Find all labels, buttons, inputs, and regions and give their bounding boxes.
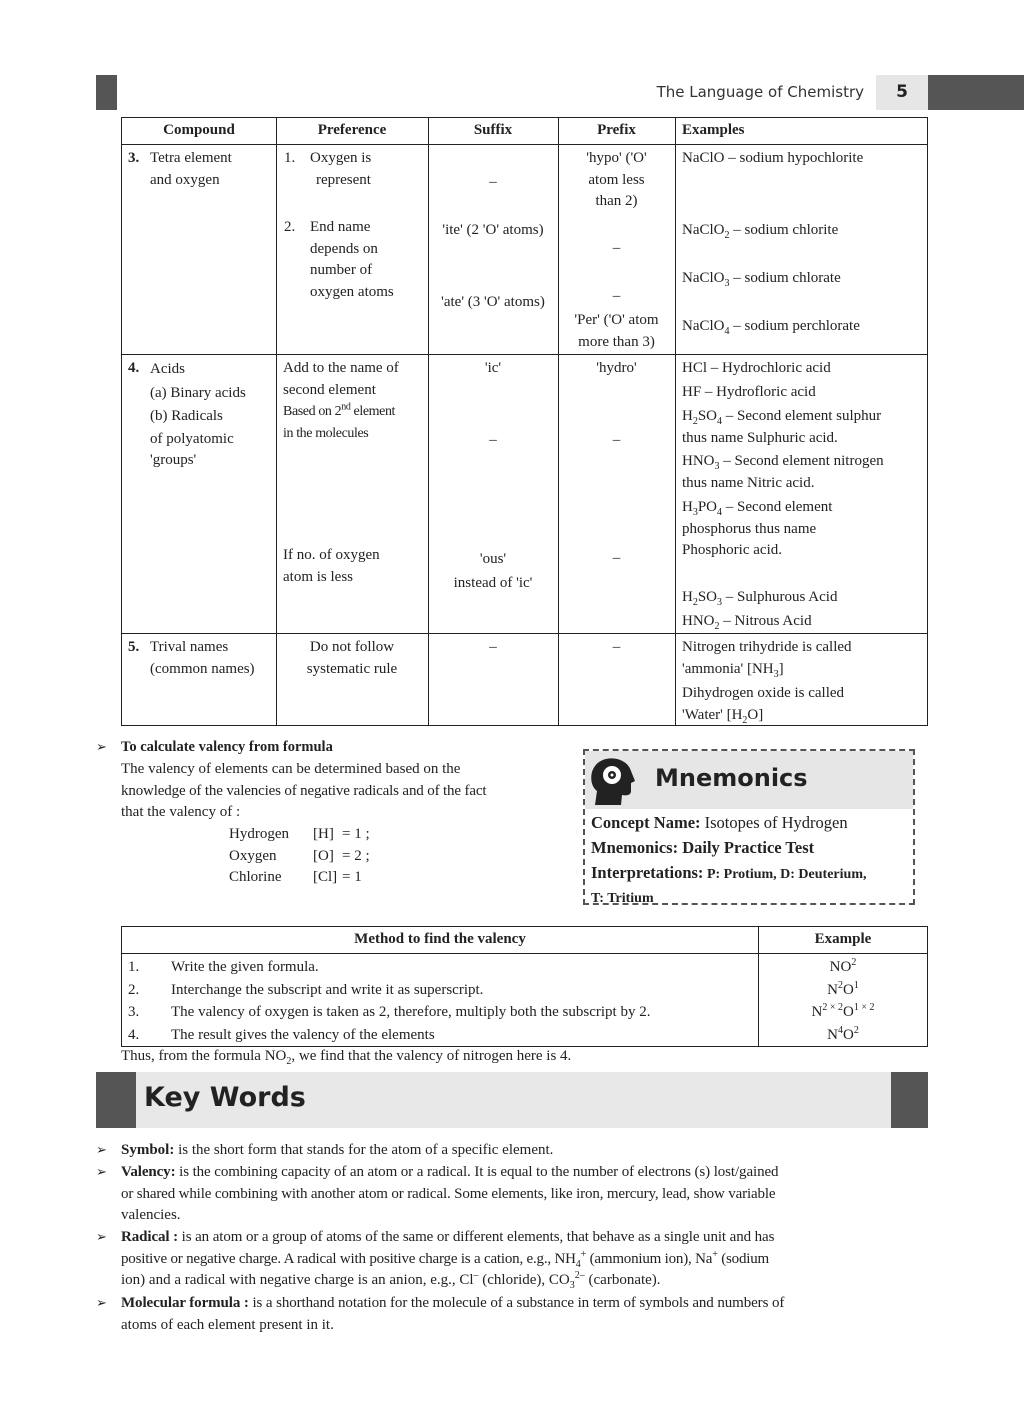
preference-num: 2. bbox=[284, 219, 296, 235]
example-cell: $H_3PO_4$ – Second element phosphorus thus name Phosphoric acid. bbox=[682, 499, 833, 558]
suffix-cell: – bbox=[489, 174, 497, 190]
valency-method-table bbox=[121, 926, 928, 1047]
header-preference: Preference bbox=[317, 122, 387, 138]
keyword-symbol: Symbol: is the short form that stands for the atom of a specific element. bbox=[121, 1142, 554, 1158]
bullet-arrow: ➢ bbox=[96, 740, 107, 755]
valency-heading: To calculate valency from formula bbox=[121, 739, 333, 755]
prefix-cell: 'Per' ('O' atom more than 3) bbox=[574, 312, 659, 350]
header-examples: Examples bbox=[682, 122, 745, 138]
example-cell: HCl – Hydrochloric acid bbox=[682, 360, 831, 376]
suffix-cell: – bbox=[489, 432, 497, 448]
prefix-cell: 'hydro' bbox=[596, 360, 637, 376]
compound-name: Acids (a) Binary acids (b) Radicals of polyatomic 'groups' bbox=[150, 361, 246, 468]
header-right-bar bbox=[928, 75, 1024, 110]
method-steps: 1. Write the given formula. 2. Interchange the subscript and write it as superscript. 3. The valency of oxygen is taken as 2, therefore, multiply both the subscript by 2. 4. The result gives the valency of the elements bbox=[128, 959, 651, 1043]
header-compound: Compound bbox=[163, 122, 235, 138]
suffix-cell: – bbox=[489, 639, 497, 655]
brain-head-icon bbox=[587, 755, 639, 807]
valency-paragraph: The valency of elements can be determined based on the knowledge of the valencies of negative radicals and of the fact that the valency of : bbox=[121, 761, 487, 820]
keywords-right-bar bbox=[891, 1072, 928, 1128]
keywords-left-bar bbox=[96, 1072, 136, 1128]
suffix-cell: 'ite' (2 'O' atoms) bbox=[442, 222, 544, 238]
example-cell: NaClO$_4$ – sodium perchlorate bbox=[682, 318, 860, 337]
prefix-cell: – bbox=[612, 550, 621, 566]
suffix-cell: 'ous' instead of 'ic' bbox=[453, 551, 533, 591]
valency-list: Hydrogen [H] = 1 ; Oxygen [O] = 2 ; Chlorine [Cl] = 1 bbox=[229, 826, 370, 885]
compound-name: Trival names (common names) bbox=[150, 639, 255, 677]
prefix-cell: – bbox=[612, 240, 621, 256]
keyword-radical: Radical : is an atom or a group of atoms of the same or different elements, that behave as a single unit and has positive or negative charge. A radical with positive charge is a cation, e.g., $NH_4^+$ (ammonium ion), Na+ (sodium ion) and a radical with negative charge is an anion, e.g., Cl– (chloride), $CO_3^{2-}$ (carbonate). bbox=[121, 1229, 775, 1291]
example-cell: $H_2SO_4$ – Second element sulphur thus name Sulphuric acid. bbox=[682, 408, 882, 446]
keyword-valency: Valency: is the combining capacity of an atom or a radical. It is equal to the number of electrons (s) lost/gained or shared while combining with another atom or radical. Some elements, like iron, mercury, lead, show variable valencies. bbox=[121, 1164, 779, 1223]
chapter-title: The Language of Chemistry bbox=[656, 83, 864, 101]
method-examples: $NO^2$ $N^2O^1$ $N^{2 \times 2}O^{1 \times 2}$ $N^4O^2$ bbox=[811, 957, 875, 1043]
preference-text: Oxygen is represent bbox=[310, 150, 372, 188]
row-number: 3. bbox=[128, 150, 140, 166]
header-method: Method to find the valency bbox=[354, 931, 526, 947]
example-cell: Nitrogen trihydride is called 'ammonia' $[NH_3]$ Dihydrogen oxide is called 'Water' $[H_2O]$ bbox=[682, 639, 852, 726]
page-number: 5 bbox=[896, 82, 908, 102]
bullet-arrow: ➢ bbox=[96, 1230, 107, 1245]
row-number: 4. bbox=[128, 360, 140, 376]
example-cell: NaClO$_2$ – sodium chlorite bbox=[682, 222, 839, 241]
bullet-arrow: ➢ bbox=[96, 1143, 107, 1158]
mnemonics-content: Concept Name: Isotopes of Hydrogen Mnemonics: Daily Practice Test Interpretations: P: Protium, D: Deuterium, T: Tritium bbox=[591, 813, 867, 906]
example-cell: NaClO$_3$ – sodium chlorate bbox=[682, 270, 841, 289]
keywords-title: Key Words bbox=[144, 1082, 306, 1113]
prefix-cell: – bbox=[612, 639, 621, 655]
table-divider bbox=[122, 953, 927, 954]
header-left-bar bbox=[96, 75, 117, 110]
mnemonics-title: Mnemonics bbox=[655, 764, 808, 792]
keyword-molecular-formula: Molecular formula : is a shorthand notation for the molecule of a substance in term of symbols and numbers of atoms of each element present in it. bbox=[121, 1295, 785, 1333]
suffix-cell: 'ate' (3 'O' atoms) bbox=[441, 294, 545, 310]
preference-num: 1. bbox=[284, 150, 296, 166]
example-cell: HF – Hydrofloric acid bbox=[682, 384, 816, 400]
prefix-cell: 'hypo' ('O' atom less than 2) bbox=[586, 150, 647, 209]
row-number: 5. bbox=[128, 639, 140, 655]
compound-name: Tetra element and oxygen bbox=[150, 150, 232, 188]
prefix-cell: – bbox=[612, 432, 621, 448]
preference-text: End name depends on number of oxygen atoms bbox=[310, 219, 394, 300]
bullet-arrow: ➢ bbox=[96, 1165, 107, 1180]
example-cell: $H_2SO_3$ – Sulphurous Acid bbox=[682, 589, 838, 608]
table-divider bbox=[122, 633, 927, 634]
valency-conclusion: Thus, from the formula $NO_2$, we find that the valency of nitrogen here is 4. bbox=[121, 1048, 572, 1067]
example-cell: $HNO_2$ – Nitrous Acid bbox=[682, 613, 812, 632]
header-example: Example bbox=[814, 931, 872, 947]
suffix-cell: 'ic' bbox=[484, 360, 502, 376]
preference-text: If no. of oxygen atom is less bbox=[283, 547, 380, 585]
table-divider bbox=[122, 144, 927, 145]
bullet-arrow: ➢ bbox=[96, 1296, 107, 1311]
table-divider bbox=[122, 354, 927, 355]
preference-text: Do not follow systematic rule bbox=[306, 639, 398, 677]
naming-table bbox=[121, 117, 928, 726]
header-prefix: Prefix bbox=[597, 122, 636, 138]
example-cell: NaClO – sodium hypochlorite bbox=[682, 150, 864, 166]
example-cell: $HNO_3$ – Second element nitrogen thus name Nitric acid. bbox=[682, 453, 884, 491]
header-suffix: Suffix bbox=[473, 122, 513, 138]
prefix-cell: – bbox=[612, 288, 621, 304]
preference-text: Add to the name of second element Based on 2nd element in the molecules bbox=[283, 360, 399, 441]
